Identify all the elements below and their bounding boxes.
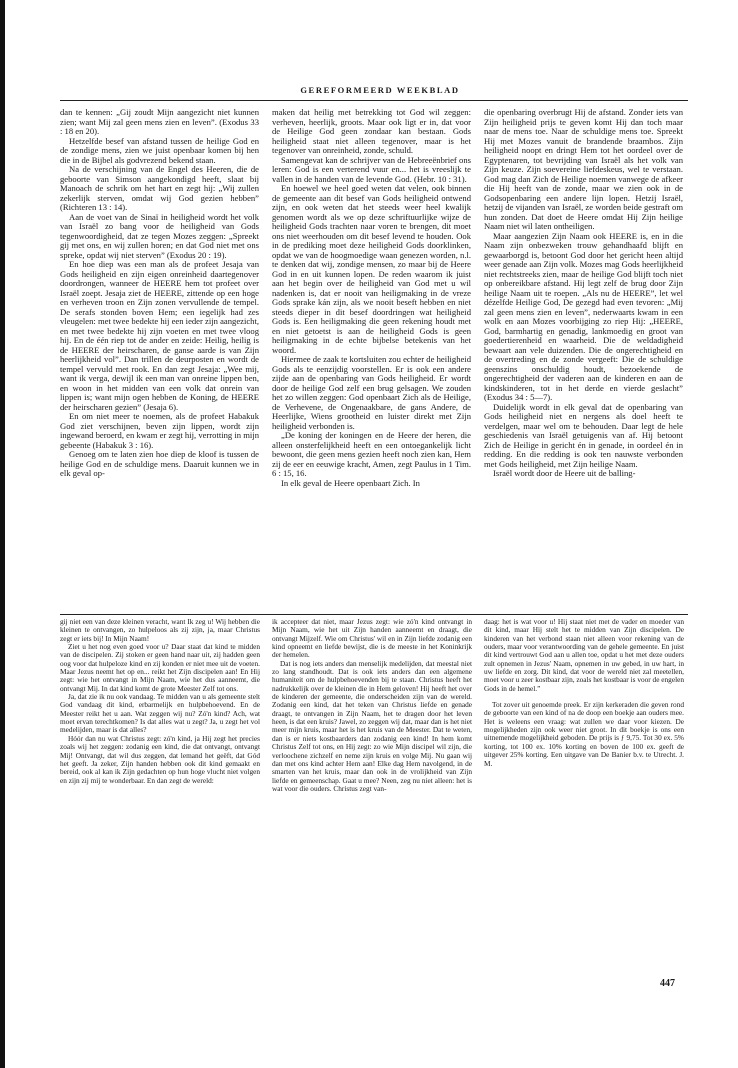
paragraph: die openbaring overbrugt Hij de afstand. Zonder iets van Zijn heiligheid prijs te geven komt Hij dan toch maar naar de mens toe. Naar de schuldige mens toe. Spreekt Hij met Mozes vanuit de brandende braambos. Zijn heiligheid noopt en dringt Hem tot het oordeel over de Egyptenaren, tot bevrijding van Israël als het volk van Zijn keuze. Zijn soevereine liefdeskeus, wel te verstaan. God mag dan Zich de Heilige noemen vanwege de afkeer die Hij heeft van de zonde, maar we zien ook in de Godsopenbaring een andere lijn lopen. Hetzij Israël, hetzij de vijanden van Israël, ze worden beide gestraft om hun zonden. Dat doet de Heere omdat Hij Zijn heilige Naam niet wil laten ontheiligen. [484, 108, 683, 231]
paragraph: Hóór dan nu wat Christus zegt: zó'n kind, ja Hij zegt het precies zoals wij het zeggen: zodanig een kind, die dat ontvangt, ontvangt Mij! Ontvangt, dat wil dus zeggen, dat lemand het geëft, dat Gód het geeft. Ja zeker, Zijn handen hebben ook dit kind gemaakt en bereid, ook al kan ik Zijn gedachten op hun hoge vlucht niet volgen en zijn zij mij te wonderbaar. En dan zegt de wereld: [60, 733, 260, 785]
article-column-3 [484, 108, 683, 613]
paragraph: Duidelijk wordt in elk geval dat de openbaring van Gods heiligheid niet en nergens als doel heeft te verdelgen, maar wel om te behouden. Daar legt de hele geschiedenis van Israël getuigenis van af. Hij betoont Zich de Heilige in gericht én in genade, in oordeel én in redding. En die redding is ook ten nauwste verbonden met Gods heiligheid, met Zijn heilige Naam. [484, 401, 683, 469]
review-column-1 [60, 618, 260, 863]
paragraph: Maar aangezien Zijn Naam ook HEERE is, en in die Naam zijn onbezweken trouw gehandhaafd blijft en gewaarborgd is, betoont God door het gericht heen altijd weer genade aan Zijn volk. Mozes mag Gods heerlijkheid niet rechtstreeks zien, maar de heilige God blijft toch niet op onbereikbare afstand. Hij legt zelf de brug door Zijn heilige Naam uit te roepen. „Als nu de HEERE”, let wel dézelfde Heilige God, De gezegd had even tevoren: „Mij zal geen mens zien en leven”, nederwaarts kwam in een wolk en aan Mozes voorbijging zo riep Hij: „HEERE, God, barmhartig en genadig, lankmoedig en groot van goedertierenheid en waarheid. Die de weldadigheid bewaart aan vele duizenden. Die de ongerechtigheid en de overtreding en de zonde vergeeft: Die de schuldige geenszins onschuldig houdt, bezoekende de ongerechtigheid der vaderen aan de kinderen en aan de kindskinderen, tot in het derde en vierde geslacht” (Exodus 34 : 5—7). [484, 230, 683, 402]
paragraph: Ja, dat zie ik nu ook vandaag. Te midden van u als gemeente stelt God vandaag dit kind, erbarmelijk en hulpbehoevend. En de Meester reikt het u aan. Wat zeggen wij nu? Zó'n kind? Ach, wat moet ervan terechtkomen? Is dat alles wat u zegt? Ja, u zegt het vol medelijden, maar is dat alles? [60, 692, 260, 735]
review-column-2 [272, 618, 472, 863]
paragraph: Na de verschijning van de Engel des Heeren, die de geboorte van Simson aangekondigd heeft, slaat bij Manoach de schrik om het hart en zegt hij: „Wij zullen zekerlijk sterven, omdat wij God gezien hebben” (Richteren 13 : 14). [60, 164, 259, 212]
paragraph: Hetzelfde besef van afstand tussen de heilige God en de zondige mens, zien we juist openbaar komen bij hen die in de Bijbel als godvrezend bekend staan. [60, 135, 259, 165]
section-divider [60, 614, 688, 615]
paragraph: maken dat heilig met betrekking tot God wil zeggen: verheven, heerlijk, groots. Maar ook ligt er in, dat voor de Heilige God geen zondaar kan bestaan. Gods heiligheid staat niet alleen tegenover, maar is het tegenover van onreinheid, zonde, schuld. [272, 108, 471, 155]
page-header: GEREFORMEERD WEEKBLAD [300, 85, 460, 95]
paragraph: Ziet u het nog even goed voor u? Daar staat dat kind te midden van de discipelen. Zij stoken er geen hand naar uit, zij hadden geen oog voor dat hulpeloze kind en zij konden er niet mee uit de voeten. Maar Jezus neemt het op en... reikt het Zijn discipelen aan! En Hij zegt: wie het ontvangt in Mijn Naam, wie het dus aanneemt, die ontvangt Mij. In dat kind komt de grote Meester Zelf tot ons. [60, 642, 260, 693]
paragraph: dan te kennen: „Gij zoudt Mijn aangezicht niet kunnen zien; want Mij zal geen mens zien en leven”. (Exodus 33 : 18 en 20). [60, 108, 259, 136]
paragraph: En hoe diep was een man als de profeet Jesaja van Gods heiligheid en zijn eigen onreinheid daartegenover doordrongen, wanneer de HEERE hem tot profeet over Israël zoept. Jesaja ziet de HEERE, zittende op een hoge en verheven troon en Zijn zonen vervullende de tempel. De serafs stonden boven Hem; een iegelijk had zes vleugelen: met twee bedekte hij een ieder zijn aangezicht, en met twee bedekte hij zijn voeten en met twee vloog hij. En de één riep tot de ander en zeide: Heilig, heilig is de HEERE der heirscharen, de ganse aarde is van Zijn heerlijkheid vol”. Dan trillen de deurposten en wordt de tempel vervuld met rook. En dan zegt Jesaja: „Wee mij, want ik verga, dewijl ik een man van onreine lippen ben, en woon in het midden van een volk dat onrein van lippen is; want mijn ogen hebben de Koning, de HEERE der heirscharen gezien” (Jesaja 6). [60, 259, 259, 412]
header-rule [60, 100, 688, 101]
paragraph: Genoeg om te laten zien hoe diep de kloof is tussen de heilige God en de schuldige mens. Daaruit kunnen we in elk geval op- [60, 449, 259, 478]
page-number: 447 [660, 978, 675, 989]
paragraph: En hoewel we heel goed weten dat velen, ook binnen de gemeente aan dit besef van Gods heiligheid ontwend zijn, en ook weten dat het steeds weer heel kwalijk genomen wordt als we op deze schriftuurlijke wijze de heiligheid Gods trachten naar voren te brengen, dit moet ons niet weerhouden om dit besef levend te houden. Ook in de prediking moet deze heiligheid Gods doorklinken, opdat we van de hoogmoedige waan genezen worden, n.l. te denken dat wij, zondige mensen, zo maar bij de Heere God in en uit kunnen lopen. De reden waarom ik juist aan het begin over de heiligheid van God met u wil nadenken is, dat er nooit van heiligmaking in de vreze Gods sprake kán zijn, als we nooit beseft hebben en niet steeds dieper in dit besef doordringen wat heiligheid Gods is. Een heiligmaking die geen rekening houdt met en niet getoetst is aan de heiligheid Gods is geen heiligmaking in de echte bijbelse betekenis van het woord. [272, 183, 471, 355]
paragraph: daag: het is wat voor u! Hij staat niet met de vader en moeder van dit kind, maar Hij stelt het te midden van Zijn discipelen. De kinderen van het verbond staan niet alleen voor rekening van de ouders, maar voor verantwoording van de gehele gemeente. En juist dit kind vertrouwt God aan u allen toe, opdat u het met deze ouders zult opnemen in Jezus' Naam, opnemen in uw gebed, in uw hart, in uw liefde en zorg. Dit kind, dat voor de wereld niet zal meetellen, moet voor u zeer kostbaar zijn, zoals het kostbaar is voor de engelen Gods in de hemel.” [484, 618, 684, 693]
article-column-2 [272, 108, 471, 613]
paragraph: gij niet een van deze kleinen veracht, want Ik zeg u! Wij hebben die kleinen te ontvangen, zo hulpeloos als zij zijn, ja, maar Christus zegt er iets bij! In Mijn Naam! [60, 618, 260, 643]
paragraph: Israël wordt door de Heere uit de balling- [493, 468, 636, 478]
paragraph: Dat is nog iets anders dan menselijk medelijden, dat meestal niet zo lang standhoudt. Dat is ook iets anders dan een algemene humaniteit om de hulpbehoevenden bij te staan. Christus heeft het nadrukkelijk over de kleinen die in Hem geloven! Hij heeft het over de kinderen der gemeente, die onderscheiden zijn van de wereld. Zodanig een kind, dat het teken van Christus liefde en genade draagt, te ontvangen in Zijn Naam, het te dragen door het leven heen, is dat een kruis? Jawel, zo zeggen wij dat, maar dan is het niet meer mijn kruis, maar het is het kruis van de Meester. Dat te weten, dan is er niets kostbaarders dan zodanig een kind! In hem komt Christus Zelf tot ons, en Hij zegt: zo wie Mijn discipel wil zijn, die verloochene zichzelf en neme zijn kruis en volge Mij. Nu gaan wij dan met ons kind achter Hem aan! Elke dag Hem navolgend, in de smarten van het kruis, maar dan ook in de vrolijkheid van Zijn liefde en gemeenschap. Gaat u mee? Neen, zeg nu niet alleen: het is wat voor die ouders. Christus zegt van- [272, 658, 472, 793]
paragraph: In elk geval de Heere openbaart Zich. In [281, 477, 420, 488]
paragraph: En om niet meer te noemen, als de profeet Habakuk God ziet verschijnen, beven zijn lippen, wordt zijn ingewand beroerd, en kwam er zegt hij, verrotting in mijn gebeente (Habakuk 3 : 16). [60, 411, 259, 450]
paragraph: ik accepteer dat niet, maar Jezus zegt: wie zó'n kind ontvangt in Mijn Naam, wie het uit Zijn handen aanneemt en draagt, die ontvangt Mijzelf. Wie om Christus' wil en in Zijn liefde zodanig een kind opneemt en liefde bewijst, die is de meeste in het Koninkrijk der hemelen. [272, 618, 472, 660]
article-column-1 [60, 108, 259, 613]
paragraph: Samengevat kan de schrijver van de Hebreeënbrief ons leren: God is een verterend vuur en... het is vreeslijk te vallen in de handen van de levende God. (Hebr. 10 : 31). [272, 154, 471, 184]
paragraph: „De koning der koningen en de Heere der heren, die alleen onsterfelijkheid heeft en een ontoegankelijk licht bewoont, die geen mens gezien heeft noch zien kan, Hem zij de eer en eeuwige kracht, Amen, zegt Paulus in 1 Tim. 6 : 15, 16. [272, 430, 471, 478]
left-margin-bar [0, 0, 5, 1068]
paragraph: Hiermee de zaak te kortsluiten zou echter de heiligheid Gods als te eenzijdig voorstellen. Er is ook een andere zijde aan de openbaring van Gods heiligheid. Er wordt door de heilige God zelf een brug gelsagen. We zouden het zo willen zeggen: God openbaart Zich als de Heilige, de Verhevene, de Ongenaakbare, de gans Andere, de Heerlijke, Wiens grootheid en luister direkt met Zijn heiligheid verbonden is. [272, 354, 471, 431]
review-column-3 [484, 618, 684, 863]
paragraph: Tot zover uit genoemde preek. Er zijn kerkeraden die geven rond de geboorte van een kind of na de doop een boekje aan ouders mee. Het is weleens een vraag: wat zullen we daar voor kiezen. De mogelijkheden zijn ook weer niet groot. In dit boekje is ons een uitnemende mogelijkheid geboden. De prijs is ƒ 9,75. Tot 30 ex. 5% korting, tot 100 ex. 10% korting en boven de 100 ex. geeft de uitgever 25% korting. Een uitgave van De Banier b.v. te Utrecht. J. M. [484, 700, 684, 768]
paragraph: Aan de voet van de Sinaï in heiligheid wordt het volk van Israël zo bang voor de heiligheid van Gods tegenwoordigheid, dat ze tegen Mozes zeggen: „Spreekt gij met ons, en wij zullen horen; en dat God niet met ons spreke, opdat wij niet sterven” (Exodus 20 : 19). [60, 211, 259, 260]
